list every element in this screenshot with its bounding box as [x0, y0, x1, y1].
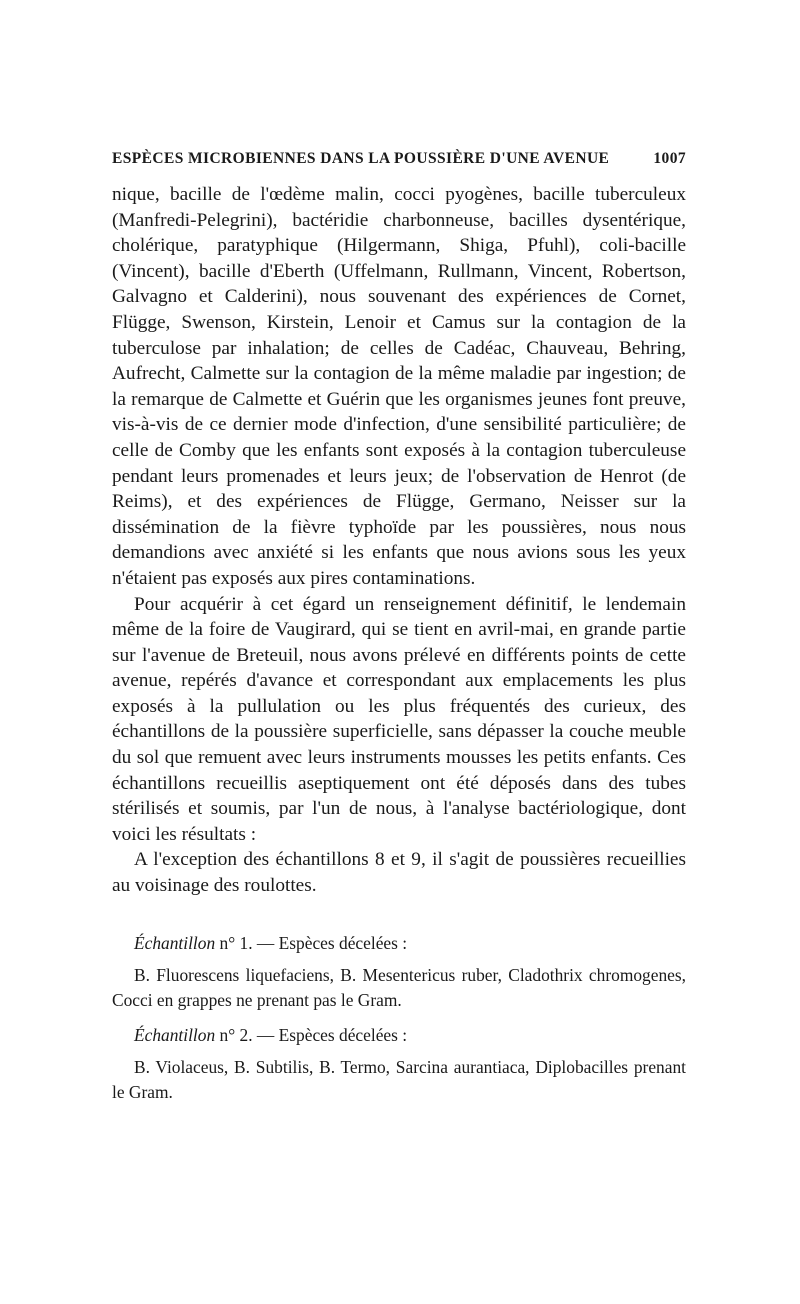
sample-number: n° 2. — [219, 1024, 253, 1045]
sample-heading — [112, 1023, 686, 1047]
sample-2 — [112, 1023, 686, 1105]
page-content — [112, 150, 686, 1115]
page-number: 1007 — [653, 150, 686, 167]
section-gap — [112, 899, 686, 931]
sample-number: n° 1. — [219, 932, 253, 953]
sample-label: Échantillon — [134, 1024, 216, 1045]
sample-1 — [112, 931, 686, 1013]
sample-heading — [112, 931, 686, 955]
running-header — [112, 150, 686, 168]
header-title: ESPÈCES MICROBIENNES DANS LA POUSSIÈRE D'UNE AVENUE — [112, 150, 610, 167]
paragraph-exception: A l'exception des échantillons 8 et 9, il s'agit de poussières recueillies au voisinage des roulottes. — [112, 849, 686, 897]
paragraph-sampling: Pour acquérir à cet égard un renseignement définitif, le lendemain même de la foire de Vaugirard, qui se tient en avril-mai, en grande partie sur l'avenue de Breteuil, nous avons prélevé en différents points de cette avenue, repérés d'avance et correspondant aux emplacements les plus exposés à la pullulation ou les plus fréquentés des curieux, des échantillons de la poussière superficielle, sans dépasser la couche meuble du sol que remuent avec leurs instruments mousses les petits enfants. Ces échantillons recueillis aseptiquement ont été déposés dans des tubes stérilisés et soumis, par l'un de nous, à l'analyse bactériologique, dont voici les résultats : — [112, 593, 686, 845]
paragraph-continuation: nique, bacille de l'œdème malin, cocci pyogènes, bacille tuberculeux (Manfredi-Pelegrini), bactéridie charbonneuse, bacilles dysentérique, cholérique, paratyphique (Hilgermann, Shiga, Pfuhl), coli-bacille (Vincent), bacille d'Eberth (Uffelmann, Rullmann, Vincent, Robertson, Galvagno et Calderini), nous souvenant des expériences de Cornet, Flügge, Swenson, Kirstein, Lenoir et Camus sur la contagion de la tuberculose par inhalation; de celles de Cadéac, Chauveau, Behring, Aufrecht, Calmette sur la contagion de la même maladie par ingestion; de la remarque de Calmette et Guérin que les organismes jeunes font preuve, vis-à-vis de ce dernier mode d'infection, d'une sensibilité particulière; de celle de Comby que les enfants sont exposés à la contagion tuberculeuse pendant leurs promenades et leurs jeux; de l'observation de Henrot (de Reims), et des expériences de Flügge, Germano, Neisser sur la dissémination de la fièvre typhoïde par les poussières, nous nous demandions avec anxiété si les enfants que nous avions sous les yeux n'étaient pas exposés aux pires contaminations. — [112, 184, 686, 589]
sample-caption: — Espèces décelées : — [256, 932, 408, 953]
sample-caption: — Espèces décelées : — [256, 1024, 408, 1045]
sample-species: B. Fluorescens liquefaciens, B. Mesentericus ruber, Cladothrix chromogenes, Cocci en grappes ne prenant pas le Gram. — [112, 964, 686, 1010]
sample-label: Échantillon — [134, 932, 216, 953]
body-text — [112, 182, 686, 899]
sample-species: B. Violaceus, B. Subtilis, B. Termo, Sarcina aurantiaca, Diplobacilles prenant le Gram. — [112, 1056, 686, 1102]
